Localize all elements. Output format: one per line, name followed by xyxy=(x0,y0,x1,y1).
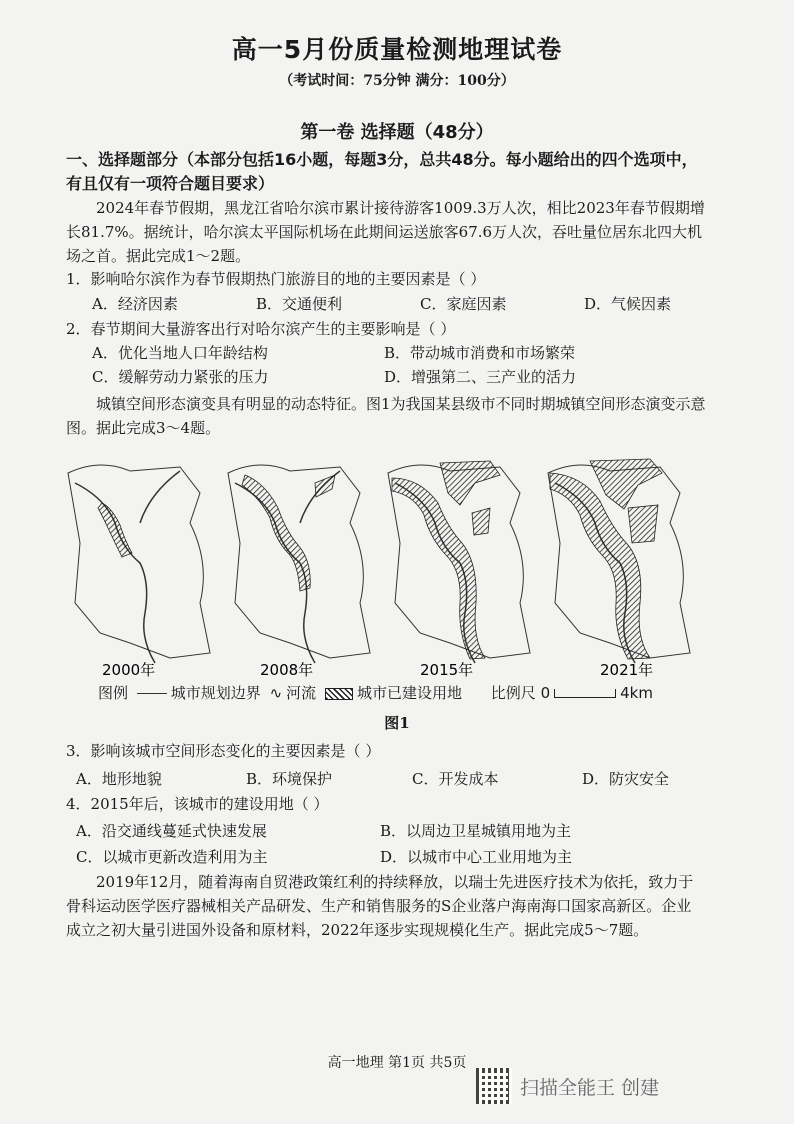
page-footer: 高一地理 第1页 共5页 xyxy=(327,1055,467,1071)
q3-option-c[interactable]: C．开发成本 xyxy=(412,770,499,788)
section-instruction: 一、选择题部分（本部分包括16小题，每题3分，总共48分。每小题给出的四个选项中，有且仅有一项符合题目要求） xyxy=(66,150,698,193)
legend-river: 河流 xyxy=(286,684,317,702)
river-legend-icon: ∿ xyxy=(269,684,283,702)
map-2000 xyxy=(68,465,210,663)
year-label-2008: 2008年 xyxy=(260,661,314,679)
question-3: 3．影响该城市空间形态变化的主要因素是（ ） xyxy=(66,742,381,760)
built-up-area xyxy=(472,508,490,535)
passage-2: 城镇空间形态演变具有明显的动态特征。图1为我国某县级市不同时期城镇空间形态演变示意图。据此完成3～4题。 xyxy=(66,395,706,437)
q1-option-d[interactable]: D．气候因素 xyxy=(584,295,672,313)
q2-option-c[interactable]: C．缓解劳动力紧张的压力 xyxy=(92,368,269,386)
year-label-2021: 2021年 xyxy=(600,661,654,679)
built-up-area xyxy=(242,475,310,591)
city-evolution-figure xyxy=(60,453,700,683)
scale-label: 比例尺 xyxy=(490,684,536,702)
map-2008 xyxy=(228,465,370,663)
legend-built-up: 城市已建设用地 xyxy=(356,684,462,702)
passage-3: 2019年12月，随着海南自贸港政策红利的持续释放，以瑞士先进医疗技术为依托，致力于骨科运动医学医疗器械相关产品研发、生产和销售服务的S企业落户海南海口国家高新区。企业成立之初大量引进国外设备和原材料，2022年逐步实现规模化生产。据此完成5～7题。 xyxy=(66,873,694,939)
q4-option-a[interactable]: A．沿交通线蔓延式快速发展 xyxy=(76,822,267,840)
year-label-2015: 2015年 xyxy=(420,661,474,679)
hatch-legend-icon xyxy=(325,688,353,700)
section-title: 第一卷 选择题（48分） xyxy=(300,122,494,143)
scale-end: 4km xyxy=(620,684,653,702)
year-label-2000: 2000年 xyxy=(102,661,156,679)
scale-start: 0 xyxy=(540,684,551,702)
built-up-area xyxy=(550,473,650,659)
legend-title: 图例 xyxy=(98,684,129,702)
q3-option-b[interactable]: B．环境保护 xyxy=(246,770,333,788)
q3-option-a[interactable]: A．地形地貌 xyxy=(76,770,162,788)
page-title: 高一5月份质量检测地理试卷 xyxy=(231,35,563,64)
passage-1: 2024年春节假期，黑龙江省哈尔滨市累计接待游客1009.3万人次，相比2023年春节假期增长81.7%。据统计，哈尔滨太平国际机场在此期间运送旅客67.6万人次，吞吐量位居东北四大机场之首。据此完成1～2题。 xyxy=(66,199,705,265)
built-up-area xyxy=(590,459,662,509)
watermark-text: 扫描全能王 创建 xyxy=(520,1076,660,1099)
q2-option-d[interactable]: D．增强第二、三产业的活力 xyxy=(384,368,577,386)
q2-option-b[interactable]: B．带动城市消费和市场繁荣 xyxy=(384,344,576,362)
river xyxy=(75,483,155,663)
boundary-legend-icon xyxy=(137,693,167,694)
built-up-area xyxy=(98,503,132,557)
river xyxy=(140,471,180,523)
exam-info: （考试时间：75分钟 满分：100分） xyxy=(279,73,515,89)
legend-boundary: 城市规划边界 xyxy=(170,684,261,702)
q1-option-a[interactable]: A．经济因素 xyxy=(92,295,178,313)
q1-option-c[interactable]: C．家庭因素 xyxy=(420,295,507,313)
scanner-watermark xyxy=(476,1068,659,1104)
map-2015 xyxy=(388,461,530,663)
built-up-area xyxy=(440,461,500,505)
map-2021 xyxy=(548,459,690,663)
q4-option-b[interactable]: B．以周边卫星城镇用地为主 xyxy=(380,822,572,840)
qr-code-icon xyxy=(476,1068,512,1104)
q2-option-a[interactable]: A．优化当地人口年龄结构 xyxy=(92,344,268,362)
figure-caption: 图1 xyxy=(384,714,410,732)
q1-option-b[interactable]: B．交通便利 xyxy=(256,295,343,313)
built-up-area xyxy=(315,475,335,497)
question-2: 2．春节期间大量游客出行对哈尔滨产生的主要影响是（ ） xyxy=(66,320,456,338)
scale-bar-icon xyxy=(554,689,616,698)
question-1: 1．影响哈尔滨作为春节假期热门旅游目的地的主要因素是（ ） xyxy=(66,270,486,288)
figure-legend xyxy=(98,682,653,703)
q4-option-c[interactable]: C．以城市更新改造利用为主 xyxy=(76,848,268,866)
built-up-area xyxy=(628,505,658,543)
built-up-area xyxy=(392,478,485,659)
q3-option-d[interactable]: D．防灾安全 xyxy=(582,770,670,788)
question-4: 4．2015年后，该城市的建设用地（ ） xyxy=(66,795,329,813)
q4-option-d[interactable]: D．以城市中心工业用地为主 xyxy=(380,848,573,866)
